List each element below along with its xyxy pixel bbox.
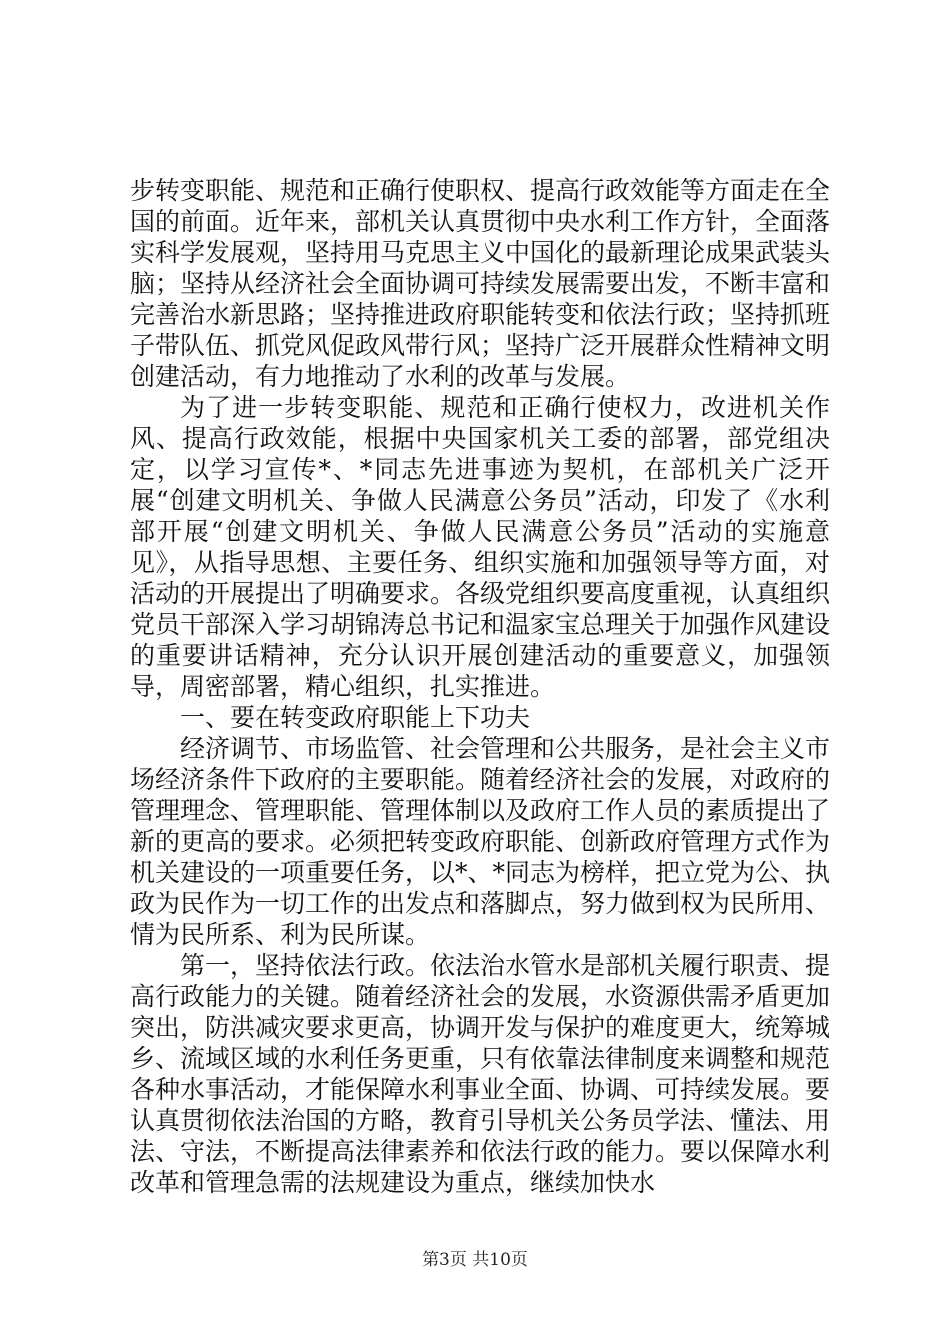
- paragraph-continuation: 步转变职能、规范和正确行使职权、提高行政效能等方面走在全国的前面。近年来，部机关认真贯彻中央水利工作方针，全面落实科学发展观，坚持用马克思主义中国化的最新理论成果武装头脑；坚持从经济社会全面协调可持续发展需要出发，不断丰富和完善治水新思路；坚持推进政府职能转变和依法行政；坚持抓班子带队伍、抓党风促政风带行风；坚持广泛开展群众性精神文明创建活动，有力地推动了水利的改革与发展。: [130, 176, 831, 391]
- paragraph-functions: 经济调节、市场监管、社会管理和公共服务，是社会主义市场经济条件下政府的主要职能。随着经济社会的发展，对政府的管理理念、管理职能、管理体制以及政府工作人员的素质提出了新的更高的要求。必须把转变政府职能、创新政府管理方式作为机关建设的一项重要任务，以*、*同志为榜样，把立党为公、执政为民作为一切工作的出发点和落脚点，努力做到权为民所用、情为民所系、利为民所谋。: [130, 734, 831, 949]
- paragraph-intro: 为了进一步转变职能、规范和正确行使权力，改进机关作风、提高行政效能，根据中央国家机关工委的部署，部党组决定，以学习宣传*、*同志先进事迹为契机，在部机关广泛开展“创建文明机关、争做人民满意公务员”活动，印发了《水利部开展“创建文明机关、争做人民满意公务员”活动的实施意见》，从指导思想、主要任务、组织实施和加强领导等方面，对活动的开展提出了明确要求。各级党组织要高度重视，认真组织党员干部深入学习胡锦涛总书记和温家宝总理关于加强作风建设的重要讲话精神，充分认识开展创建活动的重要意义，加强领导，周密部署，精心组织，扎实推进。: [130, 393, 831, 701]
- page-number-footer: 第3页 共10页: [422, 1250, 528, 1270]
- section-heading: 一、要在转变政府职能上下功夫: [180, 703, 531, 732]
- paragraph-first-point: 第一，坚持依法行政。依法治水管水是部机关履行职责、提高行政能力的关键。随着经济社会的发展，水资源供需矛盾更加突出，防洪减灾要求更高，协调开发与保护的难度更大，统筹城乡、流域区域的水利任务更重，只有依靠法律制度来调整和规范各种水事活动，才能保障水利事业全面、协调、可持续发展。要认真贯彻依法治国的方略，教育引导机关公务员学法、懂法、用法、守法，不断提高法律素养和依法行政的能力。要以保障水利改革和管理急需的法规建设为重点，继续加快水: [130, 951, 831, 1197]
- document-body: [130, 175, 830, 1198]
